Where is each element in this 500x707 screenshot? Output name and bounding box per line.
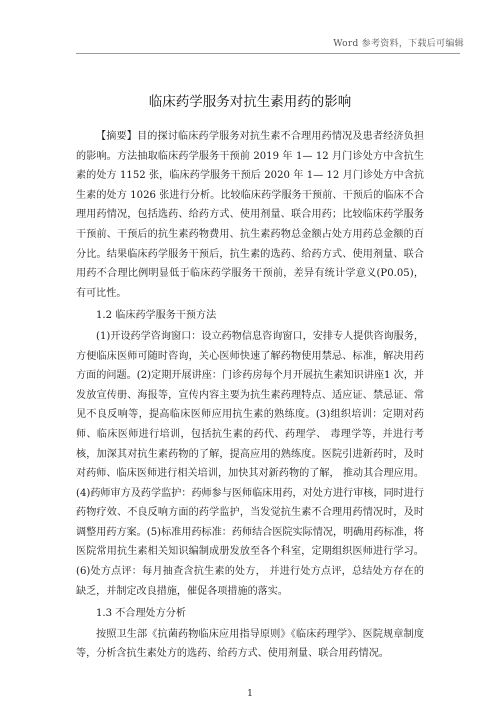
abstract-paragraph: [76, 127, 424, 303]
abstract-text: 目的探讨临床药学服务对抗生素不合理用药情况及患者经济负担的影响。方法抽取临床药学服务干预前 2019 年 1— 12 月门诊处方中含抗生素的处方 1152 张，临床药学服务干预后 2020 年 1— 12 月门诊处方中含抗生素的处方 1026 张进行分析。比较临床药学服务干预前、干预后的临床不合理用药情况，包括选药、给药方式、使用剂量、联合用药；比较临床药学服务干预前、干预后的抗生素药物费用、抗生素药物总金额占处方用药总金额的百分比。结果临床药学服务干预后，抗生素的选药、给药方式、使用剂量、联合用药不合理比例明显低于临床药学服务干预前，差异有统计学意义(P0.05)，有可比性。: [76, 131, 425, 299]
section-1-3-paragraph: 按照卫生部《抗菌药物临床应用指导原则》《临床药理学》、医院规章制度等，分析含抗生素处方的选药、给药方式、使用剂量、联合用药情况。: [76, 628, 424, 660]
document-title: 临床药学服务对抗生素用药的影响: [148, 94, 352, 110]
document-body: [76, 127, 424, 664]
section-heading-1-3: 1.3 不合理处方分析: [96, 608, 186, 620]
section-heading-1-2: 1.2 临床药学服务干预方法: [96, 310, 217, 322]
header-divider: [76, 53, 460, 54]
header-note: Word 参考资料，下载后可编辑: [333, 39, 464, 49]
section-1-2-paragraph: (1)开设药学咨询窗口：设立药物信息咨询窗口，安排专人提供咨询服务，方便临床医师可随时咨询，关心医师快速了解药物使用禁忌、标准，解决用药方面的问题。(2)定期开展讲座：门诊药房每个月开展抗生素知识讲座1 次，并发放宣传册、海报等，宣传内容主要为抗生素药理特点、适应证、禁忌证、常见不良反响等，提高临床医师应用抗生素的熟练度。(3)组织培训：定期对药师、临床医师进行培训，包括抗生素的药代、药理学、 毒理学等，并进行考核，加深其对抗生素药物的了解，提高应用的熟练度。医院引进新药时，及时对药师、临床医师进行相关培训，加快其对新药物的了解， 推动其合理应用。(4)药师审方及药学监护：药师参与医师临床用药，对处方进行审核，同时进行药物疗效、不良反响方面的药学监护，当发觉抗生素不合理用药情况时，及时调整用药方案。(5)标准用药标准：药师结合医院实际情况，明确用药标准，将医院常用抗生素相关知识编制成册发放至各个科室，定期组织医师进行学习。(6)处方点评：每月抽查含抗生素的处方， 并进行处方点评，总结处方存在的缺乏，并制定改良措施，催促各项措施的落实。: [76, 330, 424, 597]
page-number: 1: [247, 689, 253, 699]
abstract-label: 【摘要】: [96, 131, 138, 142]
